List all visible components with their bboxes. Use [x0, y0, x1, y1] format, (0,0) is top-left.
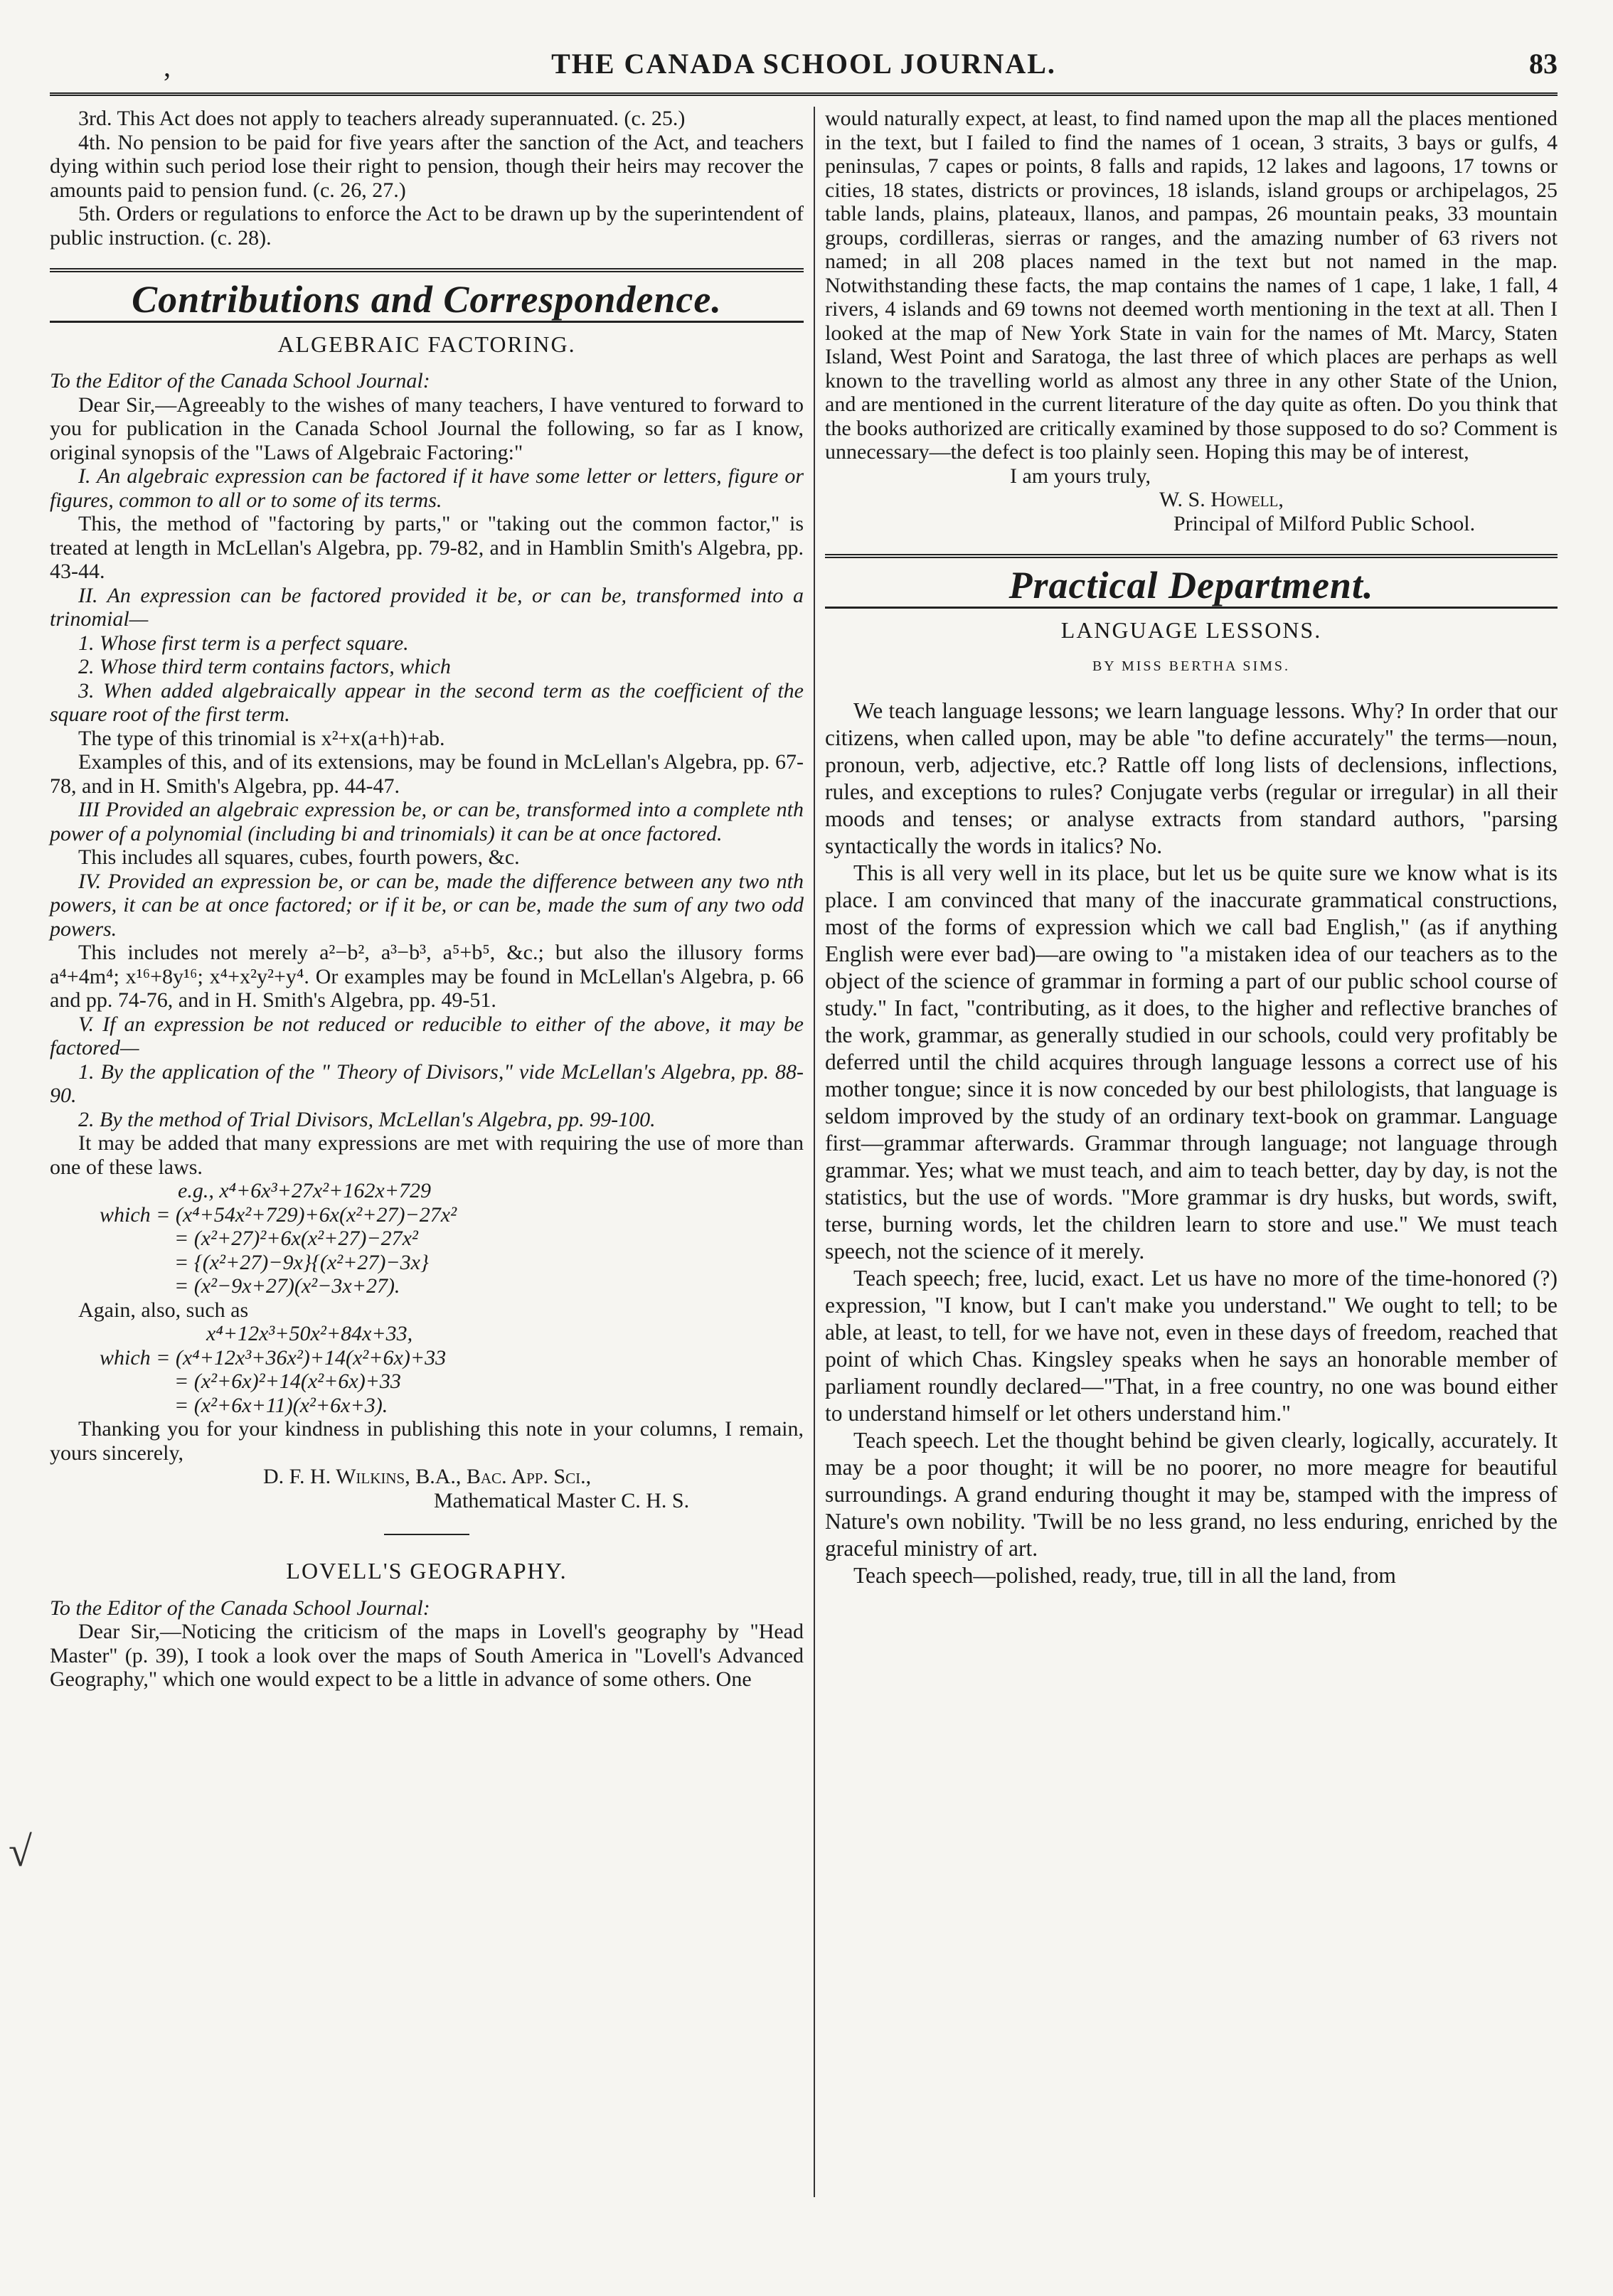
right-column	[825, 107, 1558, 1589]
paragraph: Dear Sir,—Agreeably to the wishes of many teachers, I have ventured to forward to you for publication in the Canada School Journal the following, so far as I know, original synopsis of the "Laws of Algebraic Factoring:"	[50, 393, 804, 464]
paragraph: 2. By the method of Trial Divisors, McLellan's Algebra, pp. 99-100.	[78, 1107, 656, 1131]
paragraph: This is all very well in its place, but let us be quite sure we know what is its place. I am convinced that many of the inaccurate grammatical constructions, most of the forms of expression which we call bad English," (as if anything English were ever bad)—are owing to "a mistaken idea of our teachers as to the object of the science of grammar in forming a part of our public school course of study." In fact, "contributing, as it does, to the higher and reflective branches of the work, grammar, as generally studied in our schools, could very profitably be deferred until the child acquires through language lessons a correct use of his mother tongue; since it is now conceded by our best philologists, that language is seldom improved by the study of an ordinary text-book on grammar. Language first—grammar afterwards. Grammar through language; not language through grammar. Yes; what we must teach, and aim to teach better, day by day, is not the statistics, but the use of words. "More grammar is dry husks, but words, swift, terse, burning words, let the children learn to store and use." We must teach speech, not the science of it merely.	[825, 860, 1558, 1264]
paragraph: Again, also, such as	[78, 1298, 249, 1322]
act-clause-3: 3rd. This Act does not apply to teachers already superannuated. (c. 25.)	[78, 107, 686, 130]
signature-name: W. S. Howell,	[1159, 488, 1284, 511]
left-column	[50, 107, 804, 1692]
paragraph: 2. Whose third term contains factors, which	[78, 655, 451, 678]
signature-close: I am yours truly,	[1010, 464, 1151, 488]
article-heading-algebraic: ALGEBRAIC FACTORING.	[277, 331, 576, 357]
page-header	[50, 28, 1558, 96]
paragraph: Examples of this, and of its extensions, may be found in McLellan's Algebra, pp. 67-78, and in H. Smith's Algebra, pp. 44-47.	[50, 750, 804, 798]
math-line: = (x²+27)²+6x(x²+27)−27x²	[174, 1227, 418, 1250]
math-line: = {(x²+27)−9x}{(x²+27)−3x}	[174, 1250, 429, 1274]
article-heading-language: LANGUAGE LESSONS.	[1060, 616, 1322, 643]
paragraph: Teach speech; free, lucid, exact. Let us have no more of the time-honored (?) expression, "I know, but I can't make you understand." We ought to tell; to be able, at least, to tell, for we have not, even in these days of freedom, reached that point of which Chas. Kingsley speaks when he says an honorable member of parliament roundly declared—"That, in a free country, no one was bound either to understand himself or let others understand him."	[825, 1265, 1558, 1426]
paragraph: This includes all squares, cubes, fourth powers, &c.	[78, 845, 520, 869]
paragraph: Teach speech. Let the thought behind be given clearly, logically, accurately. It may be a poor thought; it will be no poorer, no more meagre for beautiful surroundings. A grand enduring thought it may be, stamped with the impress of Nature's own nobility. 'Twill be no less grand, no less enduring, enriched by the graceful ministry of art.	[825, 1427, 1558, 1561]
paragraph: 1. By the application of the " Theory of Divisors," vide McLellan's Algebra, pp. 88-90.	[50, 1059, 804, 1107]
signature-title: Principal of Milford Public School.	[1173, 511, 1476, 535]
signature-name: D. F. H. Wilkins, B.A., Bac. App. Sci.,	[263, 1465, 592, 1488]
article-heading-lovell: LOVELL'S GEOGRAPHY.	[286, 1558, 568, 1584]
math-line: e.g., x⁴+6x³+27x²+162x+729	[178, 1179, 431, 1202]
math-line: x⁴+12x³+50x²+84x+33,	[206, 1322, 413, 1345]
math-line: which = (x⁴+54x²+729)+6x(x²+27)−27x²	[100, 1202, 457, 1227]
byline: BY MISS BERTHA SIMS.	[1092, 658, 1291, 674]
margin-check-mark: √	[9, 1828, 32, 1875]
paragraph: This, the method of "factoring by parts," or "taking out the common factor," is treated at length in McLellan's Algebra, pp. 79-82, and in Hamblin Smith's Algebra, pp. 43-44.	[50, 512, 804, 583]
section-rule	[825, 554, 1558, 558]
page-number: 83	[1529, 48, 1558, 80]
paragraph: We teach language lessons; we learn language lessons. Why? In order that our citizens, when called upon, may be able "to define accurately" the terms—noun, pronoun, verb, adjective, etc.? Rattle off long lists of declensions, inflections, rules, and exceptions to rules? Conjugate verbs (regular or irregular) in all their moods and tenses; or analyse extracts from standard authors, "parsing syntactically the words in italics? No.	[825, 698, 1558, 858]
act-clause-5: 5th. Orders or regulations to enforce the Act to be drawn up by the superintendent of public instruction. (c. 28).	[50, 202, 804, 250]
paragraph: Teach speech—polished, ready, true, till in all the land, from	[853, 1562, 1396, 1588]
paragraph: II. An expression can be factored provided it be, or can be, transformed into a trinomial—	[50, 583, 804, 631]
paragraph: 1. Whose first term is a perfect square.	[78, 631, 409, 655]
paragraph: I. An algebraic expression can be factored if it have some letter or letters, figure or figures, common to all or to some of its terms.	[50, 464, 804, 512]
paragraph: Thanking you for your kindness in publishing this note in your columns, I remain, yours sincerely,	[50, 1417, 804, 1465]
header-comma: ,	[164, 50, 171, 82]
math-line: = (x²+6x+11)(x²+6x+3).	[174, 1393, 388, 1417]
signature-title: Mathematical Master C. H. S.	[434, 1488, 690, 1512]
journal-title: THE CANADA SCHOOL JOURNAL.	[551, 48, 1056, 80]
article-separator	[384, 1534, 469, 1535]
paragraph: The type of this trinomial is x²+x(a+h)+ab.	[78, 726, 445, 750]
section-rule	[50, 268, 804, 272]
paragraph: It may be added that many expressions are met with requiring the use of more than one of these laws.	[50, 1131, 804, 1179]
math-line: = (x²−9x+27)(x²−3x+27).	[174, 1274, 400, 1298]
math-line: which = (x⁴+12x³+36x²)+14(x²+6x)+33	[100, 1345, 447, 1369]
paragraph: This includes not merely a²−b², a³−b³, a⁵+b⁵, &c.; but also the illusory forms a⁴+4m⁴; x¹⁶+8y¹⁶; x⁴+x²y²+y⁴. Or examples may be found in McLellan's Algebra, p. 66 and pp. 74-76, and in H. Smith's Algebra, pp. 49-51.	[50, 941, 804, 1012]
paragraph: 3. When added algebraically appear in the second term as the coefficient of the square root of the first term.	[50, 678, 804, 726]
paragraph: would naturally expect, at least, to find named upon the map all the places mentioned in the text, but I failed to find the names of 1 ocean, 3 straits, 3 bays or gulfs, 4 peninsulas, 7 capes or points, 8 falls and rapids, 12 lakes and lagoons, 17 towns or cities, 18 states, districts or provinces, 18 islands, island groups or archipelagos, 25 table lands, plains, plateaux, llanos, and pampas, 26 mountain peaks, 33 mountain groups, cordilleras, sierras or ranges, and the amazing number of 63 rivers not named; in all 208 places named in the text but not named in the map. Notwithstanding these facts, the map contains the names of 1 cape, 1 lake, 1 fall, 4 rivers, 4 islands and 69 towns not deemed worth mentioning in the text at all. Then I looked at the map of New York State in vain for the names of Mt. Marcy, Staten Island, West Point and Saratoga, the last three of which places are perhaps as well known to the travelling world as almost any three in any other State of the Union, and are mentioned in the current literature of the day quite as often. Do you think that the books authorized are critically examined by those supposed to do so? Comment is unnecessary—the defect is too plainly seen. Hoping this may be of interest,	[825, 107, 1558, 464]
paragraph: V. If an expression be not reduced or reducible to either of the above, it may be factored—	[50, 1012, 804, 1059]
column-divider	[814, 107, 815, 2197]
section-title-contributions: Contributions and Correspondence.	[132, 278, 722, 321]
to-editor-line: To the Editor of the Canada School Journal:	[50, 369, 430, 393]
act-clause-4: 4th. No pension to be paid for five years after the sanction of the Act, and teachers dying within such period lose their right to pension, though their heirs may recover the amounts paid to pension fund. (c. 26, 27.)	[50, 130, 804, 202]
section-title-practical: Practical Department.	[1008, 564, 1374, 607]
to-editor-line: To the Editor of the Canada School Journal:	[50, 1596, 430, 1620]
paragraph: Dear Sir,—Noticing the criticism of the maps in Lovell's geography by "Head Master" (p. 39), I took a look over the maps of South America in "Lovell's Advanced Geography," which one would expect to be a little in advance of some others. One	[50, 1620, 804, 1691]
paragraph: IV. Provided an expression be, or can be, made the difference between any two nth powers, it can be at once factored; or if it be, or can be, made the sum of any two odd powers.	[50, 869, 804, 941]
math-line: = (x²+6x)²+14(x²+6x)+33	[174, 1369, 401, 1393]
paragraph: III Provided an algebraic expression be, or can be, transformed into a complete nth power of a polynomial (including bi and trinomials) it can be at once factored.	[50, 798, 804, 845]
